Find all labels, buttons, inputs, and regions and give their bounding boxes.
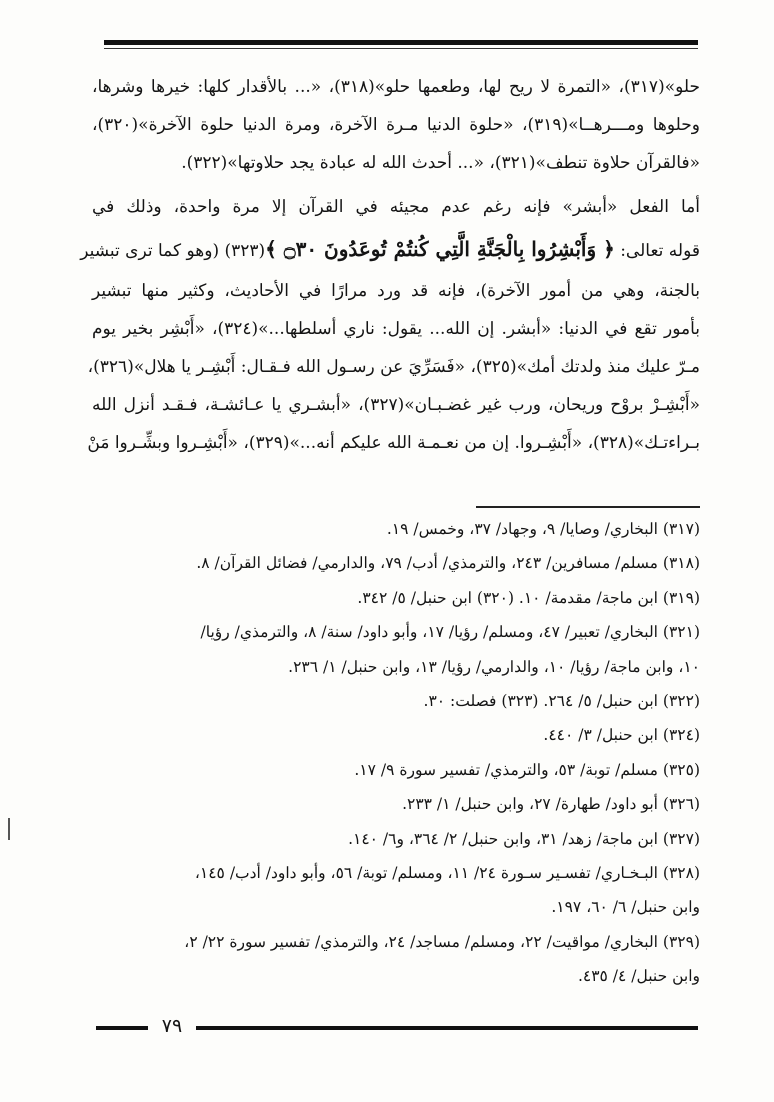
text-line-4: أما الفعل «أبشر» فإنه رغم عدم مجيئه في القرآن إلا مرة واحدة، وذلك في (92, 197, 700, 217)
footnote-line: وابن حنبل/ ٦/ ٦٠، ١٩٧. (551, 898, 700, 917)
text-line-7: بأمور تقع في الدنيا: «أبشر. إن الله... يقول: ناري أسلطها...»(٣٢٤)، «أَبْشِر بخير يوم (92, 319, 700, 339)
text-line-2: وحلوها ومـــرهــا»(٣١٩)، «حلوة الدنيا مـرة الآخرة، ومرة الدنيا حلوة الآخرة»(٣٢٠)، (92, 115, 700, 135)
footnote-line: (٣٢٨) البـخـاري/ تفسـير سـورة ٢٤/ ١١، ومسلم/ توبة/ ٥٦، وأبو داود/ أدب/ ١٤٥، (194, 863, 700, 882)
text-line-10: بـراءتـك»(٣٢٨)، «أَبْشِـروا. إن من نعـمـة الله عليكم أنه...»(٣٢٩)، «أَبْشِـروا وبشِّـروا مَنْ (87, 433, 700, 453)
footnote-line: (٣١٧) البخاري/ وصايا/ ٩، وجهاد/ ٣٧، وخمس/ ١٩. (386, 520, 700, 538)
footnote-line: (٣٢٦) أبو داود/ طهارة/ ٢٧، وابن حنبل/ ١/ ٢٣٣. (402, 795, 700, 814)
page-number: ٧٩ (161, 1015, 183, 1037)
main-text (80, 68, 701, 462)
verse-line (80, 226, 700, 272)
header-rule-thick (104, 40, 698, 45)
header-rule-thin (104, 48, 698, 49)
footnote-line: (٣٢٧) ابن ماجة/ زهد/ ٣١، وابن حنبل/ ٢/ ٣٦٤، و٦/ ١٤٠. (348, 829, 700, 848)
footer-rule-right (196, 1026, 698, 1030)
verse-intro: قوله تعالى: (614, 241, 700, 261)
text-line-1: حلو»(٣١٧)، «التمرة لا ريح لها، وطعمها حلو»(٣١٨)، «... بالأقدار كلها: خيرها وشرها، (92, 77, 701, 97)
quran-verse: ﴿ وَأَبْشِرُوا بِالْجَنَّةِ الَّتِي كُنتُمْ تُوعَدُونَ ۝٣٠ ﴾ (265, 237, 615, 261)
footnote-line: (٣٢٥) مسلم/ توبة/ ٥٣، والترمذي/ تفسير سورة ٩/ ١٧. (354, 760, 700, 779)
text-line-3: «فالقرآن حلاوة تنطف»(٣٢١)، «... أحدث الله له عبادة يجد حلاوتها»(٣٢٢). (181, 153, 700, 173)
footnote-line: (٣١٩) ابن ماجة/ مقدمة/ ١٠. (٣٢٠) ابن حنبل/ ٥/ ٣٤٢. (357, 588, 700, 607)
footnote-line: (٣١٨) مسلم/ مسافرين/ ٢٤٣، والترمذي/ أدب/ ٧٩، والدارمي/ فضائل القرآن/ ٨. (196, 554, 700, 573)
footnote-line: (٣٢٩) البخاري/ مواقيت/ ٢٢، ومسلم/ مساجد/ ٢٤، والترمذي/ تفسير سورة ٢٢/ ٢، (184, 932, 700, 951)
footnote-separator (476, 506, 700, 508)
footer-rule-left (96, 1026, 148, 1030)
footnote-line: (٣٢١) البخاري/ تعبير/ ٤٧، ومسلم/ رؤيا/ ١٧، وأبو داود/ سنة/ ٨، والترمذي/ رؤيا/ (200, 623, 700, 642)
scan-edge-mark (8, 818, 10, 840)
footnote-line: ١٠، وابن ماجة/ رؤيا/ ١٠، والدارمي/ رؤيا/ ١٣، وابن حنبل/ ١/ ٢٣٦. (288, 657, 700, 676)
verse-after: (٣٢٣) (وهو كما ترى تبشير (80, 241, 266, 261)
text-line-9: «أَبْشِـرْ بروْح وريحان، ورب غير غضـبـان»(٣٢٧)، «أبشـري يا عـائشـة، فـقـد أنزل الله (92, 395, 700, 415)
text-line-6: بالجنة، وهي من أمور الآخرة)، فإنه قد ورد مرارًا في الأحاديث، وكثير منها تبشير (92, 281, 700, 301)
footnote-line: وابن حنبل/ ٤/ ٤٣٥. (577, 967, 700, 986)
text-line-8: مـرّ عليك منذ ولدتك أمك»(٣٢٥)، «فَسَرِّيَ عن رسـول الله فـقـال: أَبْشِـر يا هلال»(٣٢٦)، (87, 357, 700, 377)
footnote-line: (٣٢٢) ابن حنبل/ ٥/ ٢٦٤. (٣٢٣) فصلت: ٣٠. (423, 691, 700, 710)
footnotes (92, 512, 700, 993)
footnote-line: (٣٢٤) ابن حنبل/ ٣/ ٤٤٠. (543, 726, 700, 745)
